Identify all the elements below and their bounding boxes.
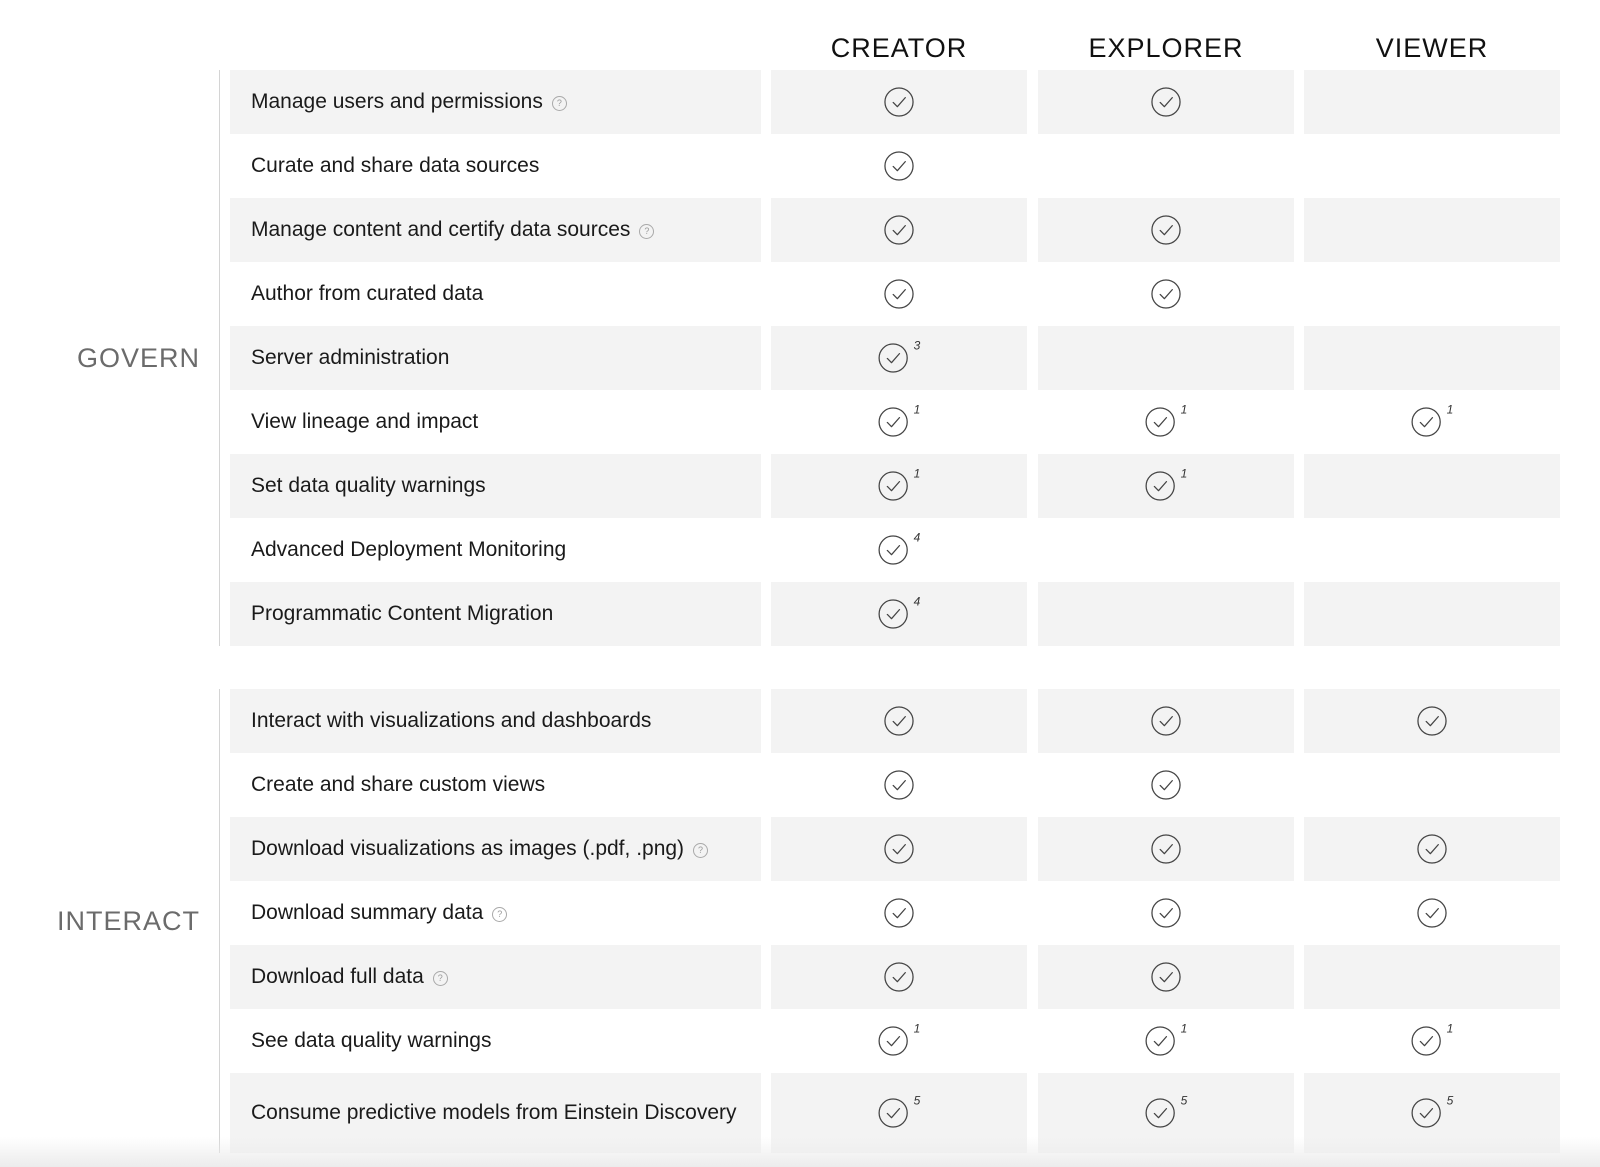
check-circle-icon [884,962,915,993]
included-mark [878,338,921,374]
included-mark [1151,279,1182,310]
check-circle-icon [1151,215,1182,246]
feature-cell [230,1009,761,1073]
cell-creator [771,1009,1027,1073]
included-mark [1417,898,1448,929]
cell-creator [771,70,1027,134]
feature-label-text: Programmatic Content Migration [251,602,554,625]
included-mark [884,87,915,118]
included-mark [884,898,915,929]
cell-viewer [1304,817,1560,881]
feature-label-text: Curate and share data sources [251,154,540,177]
included-mark [1417,834,1448,865]
check-circle-icon [878,471,909,502]
cell-creator [771,582,1027,646]
cell-viewer [1304,518,1560,582]
feature-cell [230,945,761,1009]
cell-viewer [1304,582,1560,646]
cell-explorer [1038,134,1294,198]
included-mark [1151,87,1182,118]
included-mark [884,151,915,182]
cell-viewer [1304,945,1560,1009]
included-mark [878,530,921,566]
feature-label [251,834,747,864]
feature-label-text: See data quality warnings [251,1029,492,1052]
feature-label [251,343,747,373]
help-icon[interactable]: ? [433,971,448,986]
cell-explorer [1038,390,1294,454]
check-circle-icon [878,1098,909,1129]
cell-creator [771,689,1027,753]
column-headers [0,30,1600,66]
feature-label [251,215,747,245]
feature-label-text: Author from curated data [251,282,484,305]
cell-creator [771,945,1027,1009]
check-circle-icon [1417,706,1448,737]
feature-cell [230,753,761,817]
included-mark [884,834,915,865]
check-circle-icon [878,599,909,630]
feature-cell [230,454,761,518]
feature-label-text: View lineage and impact [251,410,479,433]
feature-label-text: Consume predictive models from Einstein Discovery [251,1101,737,1124]
column-header-viewer: VIEWER [1375,33,1489,63]
footnote-marker[interactable]: 1 [913,1021,921,1036]
cell-explorer [1038,582,1294,646]
cell-creator [771,881,1027,945]
feature-row [0,326,1600,390]
included-mark [1151,962,1182,993]
check-circle-icon [1145,407,1176,438]
footnote-marker[interactable]: 1 [913,402,921,417]
footnote-marker[interactable]: 1 [1180,466,1188,481]
feature-label [251,535,747,565]
included-mark [884,962,915,993]
cell-viewer [1304,881,1560,945]
included-mark [1151,898,1182,929]
check-circle-icon [884,215,915,246]
cell-viewer [1304,134,1560,198]
cell-viewer [1304,326,1560,390]
footnote-marker[interactable]: 5 [1180,1093,1188,1108]
included-mark [1145,402,1188,438]
check-circle-icon [884,834,915,865]
included-mark [1145,466,1188,502]
cell-explorer [1038,518,1294,582]
check-circle-icon [1151,962,1182,993]
check-circle-icon [1151,834,1182,865]
feature-label [251,898,747,928]
cell-explorer [1038,689,1294,753]
check-circle-icon [1411,407,1442,438]
feature-label [251,962,747,992]
footnote-marker[interactable]: 4 [913,594,921,609]
feature-label-text: Manage users and permissions [251,90,543,113]
section-title-interact: INTERACT [57,906,200,936]
column-header-creator: CREATOR [830,33,968,63]
cell-viewer [1304,689,1560,753]
check-circle-icon [884,706,915,737]
footnote-marker[interactable]: 5 [1446,1093,1454,1108]
included-mark [1411,1021,1454,1057]
feature-label [251,151,747,181]
cell-explorer [1038,753,1294,817]
cell-creator [771,326,1027,390]
cell-viewer [1304,262,1560,326]
help-icon[interactable]: ? [552,96,567,111]
check-circle-icon [1151,898,1182,929]
footnote-marker[interactable]: 1 [913,466,921,481]
section-rows [0,70,1600,646]
feature-label [251,87,747,117]
feature-label-text: Manage content and certify data sources [251,218,631,241]
feature-label-text: Download full data [251,965,424,988]
cell-explorer [1038,817,1294,881]
cell-explorer [1038,881,1294,945]
feature-cell [230,881,761,945]
check-circle-icon [884,87,915,118]
feature-cell [230,198,761,262]
check-circle-icon [1411,1098,1442,1129]
cell-creator [771,198,1027,262]
cell-viewer [1304,753,1560,817]
feature-row [0,1009,1600,1073]
feature-row [0,454,1600,518]
included-mark [884,706,915,737]
cell-creator [771,454,1027,518]
check-circle-icon [884,279,915,310]
check-circle-icon [1151,87,1182,118]
check-circle-icon [878,535,909,566]
feature-row [0,70,1600,134]
included-mark [1151,706,1182,737]
cell-viewer [1304,70,1560,134]
included-mark [1151,770,1182,801]
feature-label-text: Server administration [251,346,450,369]
feature-cell [230,70,761,134]
cell-creator [771,390,1027,454]
feature-label-text: Download summary data [251,901,484,924]
check-circle-icon [1411,1026,1442,1057]
cell-viewer [1304,390,1560,454]
section-govern [0,70,1600,646]
feature-label [251,770,747,800]
footnote-marker[interactable]: 5 [913,1093,921,1108]
feature-cell [230,134,761,198]
check-circle-icon [1145,471,1176,502]
cell-viewer [1304,454,1560,518]
included-mark [1417,706,1448,737]
feature-label [251,1098,747,1128]
feature-row [0,689,1600,753]
cell-explorer [1038,1009,1294,1073]
feature-cell [230,262,761,326]
footnote-marker[interactable]: 1 [1180,1021,1188,1036]
feature-row [0,945,1600,1009]
feature-cell [230,689,761,753]
feature-row [0,390,1600,454]
feature-cell [230,390,761,454]
feature-label-text: Create and share custom views [251,773,546,796]
check-circle-icon [1145,1098,1176,1129]
feature-row [0,582,1600,646]
feature-label [251,471,747,501]
feature-row [0,753,1600,817]
check-circle-icon [1151,770,1182,801]
section-rows [0,689,1600,1153]
cell-explorer [1038,70,1294,134]
check-circle-icon [878,343,909,374]
check-circle-icon [1151,279,1182,310]
bottom-fade [0,1137,1600,1167]
feature-label-text: Set data quality warnings [251,474,486,497]
cell-viewer [1304,198,1560,262]
check-circle-icon [1417,898,1448,929]
feature-label [251,407,747,437]
footnote-marker[interactable]: 1 [1446,1021,1454,1036]
feature-label [251,706,747,736]
included-mark [1411,1093,1454,1129]
check-circle-icon [1417,834,1448,865]
feature-label [251,599,747,629]
section-interact [0,689,1600,1153]
included-mark [1411,402,1454,438]
cell-creator [771,262,1027,326]
footnote-marker[interactable]: 4 [913,530,921,545]
feature-row [0,134,1600,198]
cell-viewer [1304,1009,1560,1073]
cell-creator [771,817,1027,881]
check-circle-icon [1145,1026,1176,1057]
included-mark [884,279,915,310]
included-mark [878,466,921,502]
help-icon[interactable]: ? [492,907,507,922]
included-mark [1145,1093,1188,1129]
footnote-marker[interactable]: 1 [1180,402,1188,417]
column-header-explorer: EXPLORER [1088,33,1244,63]
feature-row [0,198,1600,262]
check-circle-icon [878,1026,909,1057]
cell-explorer [1038,454,1294,518]
feature-cell [230,817,761,881]
included-mark [1151,215,1182,246]
included-mark [1145,1021,1188,1057]
feature-cell [230,582,761,646]
check-circle-icon [878,407,909,438]
included-mark [884,770,915,801]
feature-row [0,518,1600,582]
check-circle-icon [884,770,915,801]
check-circle-icon [884,151,915,182]
included-mark [878,1093,921,1129]
feature-cell [230,326,761,390]
feature-row [0,817,1600,881]
help-icon[interactable]: ? [639,224,654,239]
feature-label-text: Download visualizations as images (.pdf, .png) [251,837,685,860]
cell-explorer [1038,945,1294,1009]
cell-explorer [1038,326,1294,390]
check-circle-icon [884,898,915,929]
footnote-marker[interactable]: 3 [913,338,921,353]
section-title-govern: GOVERN [76,343,200,373]
included-mark [884,215,915,246]
feature-row [0,262,1600,326]
cell-creator [771,753,1027,817]
cell-explorer [1038,198,1294,262]
cell-creator [771,518,1027,582]
footnote-marker[interactable]: 1 [1446,402,1454,417]
feature-label-text: Advanced Deployment Monitoring [251,538,567,561]
feature-row [0,881,1600,945]
cell-creator [771,134,1027,198]
help-icon[interactable]: ? [693,843,708,858]
feature-label-text: Interact with visualizations and dashboards [251,709,652,732]
included-mark [878,402,921,438]
feature-label [251,1026,747,1056]
included-mark [878,594,921,630]
feature-cell [230,518,761,582]
feature-label [251,279,747,309]
included-mark [878,1021,921,1057]
included-mark [1151,834,1182,865]
cell-explorer [1038,262,1294,326]
check-circle-icon [1151,706,1182,737]
